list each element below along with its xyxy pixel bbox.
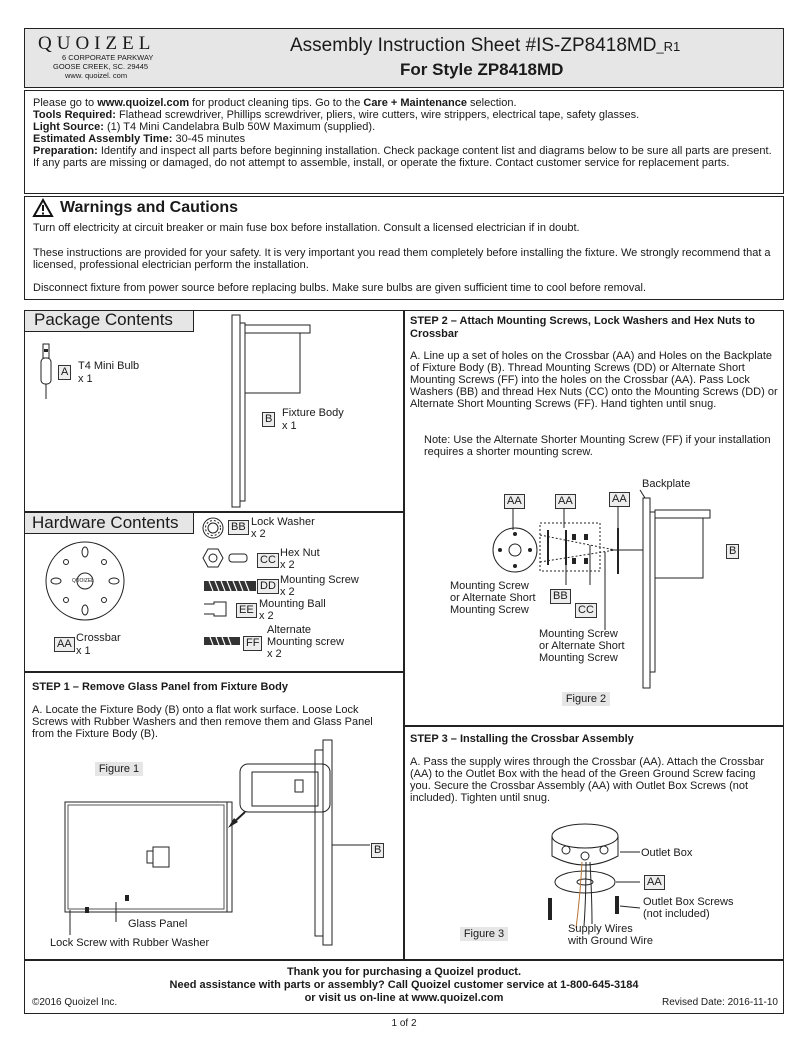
fig2-tag-cc: CC	[575, 603, 597, 618]
figure1-label: Figure 1	[95, 762, 143, 776]
tag-a: A	[58, 365, 71, 380]
step3-heading: Installing the Crossbar Assembly	[459, 733, 634, 745]
fig2-screw-label-2-l2: or Alternate Short	[539, 640, 625, 652]
tools-text: Flathead screwdriver, Phillips screwdriver, pliers, wire cutters, wire strippers, electrical tape, safety glasses.	[115, 109, 640, 121]
warning-p3: Disconnect fixture from power source before replacing bulbs. Make sure bulbs are given sufficient time to cool before removal.	[33, 282, 647, 294]
lock-washer-qty: x 2	[251, 528, 266, 540]
tag-ee: EE	[236, 603, 257, 618]
page-subtitle: For Style ZP8418MD	[400, 60, 564, 79]
warning-icon	[33, 199, 53, 217]
footer-online: or visit us on-line at www.quoizel.com	[304, 992, 504, 1004]
tools-line	[33, 109, 778, 121]
intro-text-post: selection.	[467, 97, 517, 109]
mounting-ball-name: Mounting Ball	[259, 598, 326, 610]
fixture-name: Fixture Body	[282, 407, 344, 419]
backplate-label: Backplate	[642, 478, 691, 490]
step2-title: STEP 2 – Attach Mounting Screws, Lock Washers and Hex Nuts to Crossbar	[410, 315, 755, 340]
fig2-screw-label-1-l1: Mounting Screw	[450, 580, 529, 592]
alt-screw-qty: x 2	[267, 648, 282, 660]
page-number: 1 of 2	[391, 1018, 417, 1029]
figure1-drawing	[40, 752, 400, 952]
alt-screw-name-2: Mounting screw	[267, 636, 345, 648]
step1-heading: Remove Glass Panel from Fixture Body	[81, 681, 288, 693]
hardware-title: Hardware Contents	[32, 513, 179, 532]
mounting-ball-qty: x 2	[259, 610, 274, 622]
light-line	[33, 121, 778, 133]
prep-line	[33, 145, 778, 169]
outlet-screws-l1: Outlet Box Screws	[643, 896, 734, 908]
footer-assist: Need assistance with parts or assembly? Call Quoizel customer service at 1-800-645-3184	[169, 979, 639, 991]
glass-panel-label: Glass Panel	[128, 918, 188, 930]
intro-text	[33, 97, 778, 169]
tag-dd: DD	[257, 579, 279, 594]
website-link[interactable]: www.quoizel.com	[97, 97, 190, 109]
fig2-screw-label-2-l1: Mounting Screw	[539, 628, 618, 640]
step2-number: STEP 2	[410, 315, 448, 327]
footer-copyright: ©2016 Quoizel Inc.	[32, 997, 118, 1008]
fig2-screw-label-2-l3: Mounting Screw	[539, 652, 618, 664]
fixture-qty: x 1	[282, 420, 297, 432]
time-text: 30-45 minutes	[172, 133, 246, 145]
outlet-screws-l2: (not included)	[643, 908, 710, 920]
bulb-qty: x 1	[78, 373, 93, 385]
supply-wires-l1: Supply Wires	[568, 923, 633, 935]
crossbar-name: Crossbar	[76, 632, 121, 644]
step1-number: STEP 1	[32, 681, 70, 693]
brand-logo: QUOIZEL	[38, 33, 156, 54]
footer-thanks: Thank you for purchasing a Quoizel product.	[286, 966, 522, 978]
page-title	[290, 35, 680, 57]
tag-bb: BB	[228, 520, 249, 535]
intro-line-1	[33, 97, 778, 109]
alt-screw-name-1: Alternate	[267, 624, 312, 636]
lock-washer-name: Lock Washer	[251, 516, 315, 528]
address-line-2: GOOSE CREEK, SC. 29445	[53, 62, 149, 71]
hex-nut-icon	[203, 548, 255, 568]
tag-b: B	[262, 412, 275, 427]
step3-number: STEP 3	[410, 733, 448, 745]
mounting-screw-icon	[204, 580, 256, 592]
bulb-icon	[38, 344, 54, 404]
fig2-tag-aa-3: AA	[609, 492, 630, 507]
time-label: Estimated Assembly Time:	[33, 133, 173, 145]
outlet-box-label: Outlet Box	[641, 847, 693, 859]
bulb-name: T4 Mini Bulb	[78, 360, 140, 372]
fig2-screw-label-1-l3: Mounting Screw	[450, 604, 529, 616]
package-section	[24, 310, 404, 512]
title-rev: _R1	[656, 39, 681, 54]
step1-text: A. Locate the Fixture Body (B) onto a flat work surface. Loose Lock Screws with Rubber Washers and then remove them and Glass Panel from the Fixture Body (B).	[32, 704, 373, 740]
footer-revised: Revised Date: 2016-11-10	[662, 997, 778, 1008]
crossbar-qty: x 1	[76, 645, 91, 657]
step2-heading: Attach Mounting Screws, Lock Washers and Hex Nuts to Crossbar	[410, 315, 755, 340]
package-title: Package Contents	[34, 310, 173, 329]
mounting-screw-qty: x 2	[280, 586, 295, 598]
figure2-label: Figure 2	[562, 692, 610, 706]
figure3-drawing	[540, 818, 650, 938]
intro-text-pre: Please go to	[33, 97, 98, 109]
warnings-title: Warnings and Cautions	[60, 199, 239, 216]
figure3-label: Figure 3	[460, 927, 508, 941]
step3-text: A. Pass the supply wires through the Crossbar (AA). Attach the Crossbar (AA) to the Outlet Box with the head of the Green Ground Screw facing you. Secure the Crossbar Assembly (AA) with Outlet Box Screws (not included). Tighten until snug.	[410, 756, 764, 804]
light-label: Light Source:	[33, 121, 104, 133]
step2-note: Note: Use the Alternate Shorter Mounting Screw (FF) if your installation requires a shorter mounting screw.	[424, 434, 771, 458]
tools-label: Tools Required:	[33, 109, 116, 121]
lock-screw-label: Lock Screw with Rubber Washer	[50, 937, 210, 949]
fig2-tag-aa-2: AA	[555, 494, 576, 509]
fig3-tag-aa: AA	[644, 875, 665, 890]
tag-cc: CC	[257, 553, 279, 568]
step3-title: STEP 3 – Installing the Crossbar Assembly	[410, 733, 634, 745]
step2-text-a: A. Line up a set of holes on the Crossbar (AA) and Holes on the Backplate of Fixture Body (B). Thread Mounting Screws (DD) or Alternate Short Mounting Screws (FF) into the holes on the Crossbar (AA). Pass Lock Washers (BB) and thread Hex Nuts (CC) onto the Mounting Screws (DD) or Alternate Short Mounting Screws (FF). Hand tighten until snug.	[410, 350, 778, 410]
website-header: www. quoizel. com	[65, 71, 128, 80]
prep-label: Preparation:	[33, 145, 98, 157]
address-line-1: 6 CORPORATE PARKWAY	[62, 53, 154, 62]
step1-title: STEP 1 – Remove Glass Panel from Fixture Body	[32, 681, 288, 693]
fig2-tag-aa-1: AA	[504, 494, 525, 509]
care-maintenance-label: Care + Maintenance	[363, 97, 467, 109]
title-main: Assembly Instruction Sheet #IS-ZP8418MD	[290, 35, 657, 56]
tag-ff: FF	[243, 636, 262, 651]
alternate-screw-icon	[204, 636, 240, 646]
hex-nut-name: Hex Nut	[280, 547, 320, 559]
warning-p1: Turn off electricity at circuit breaker or main fuse box before installation. Consult a licensed electrician if in doubt.	[33, 222, 580, 234]
hex-nut-qty: x 2	[280, 559, 295, 571]
warning-p2: These instructions are provided for your safety. It is very important you read them completely before installing the fixture. We strongly recommend that a licensed, professional electrician perform the installation.	[33, 247, 771, 271]
light-text: (1) T4 Mini Candelabra Bulb 50W Maximum (supplied).	[103, 121, 376, 133]
fig2-screw-label-1-l2: or Alternate Short	[450, 592, 536, 604]
intro-text-mid: for product cleaning tips. Go to the	[189, 97, 364, 109]
time-line	[33, 133, 778, 145]
mounting-screw-name: Mounting Screw	[280, 574, 359, 586]
mounting-ball-icon	[204, 602, 234, 616]
supply-wires-l2: with Ground Wire	[568, 935, 653, 947]
crossbar-brand-text: QUOIZEL	[72, 578, 94, 584]
fig2-tag-bb: BB	[550, 589, 571, 604]
tag-aa: AA	[54, 637, 75, 652]
lock-washer-icon	[202, 517, 224, 539]
fig2-tag-b: B	[726, 544, 739, 559]
figure1-tag-b: B	[371, 843, 384, 858]
prep-text: Identify and inspect all parts before beginning installation. Check package content list and diagrams below to be sure all parts are present. If any parts are missing or damaged, do not attempt to assemble, install, or operate the fixture. Contact customer service for replacement parts.	[33, 145, 772, 169]
